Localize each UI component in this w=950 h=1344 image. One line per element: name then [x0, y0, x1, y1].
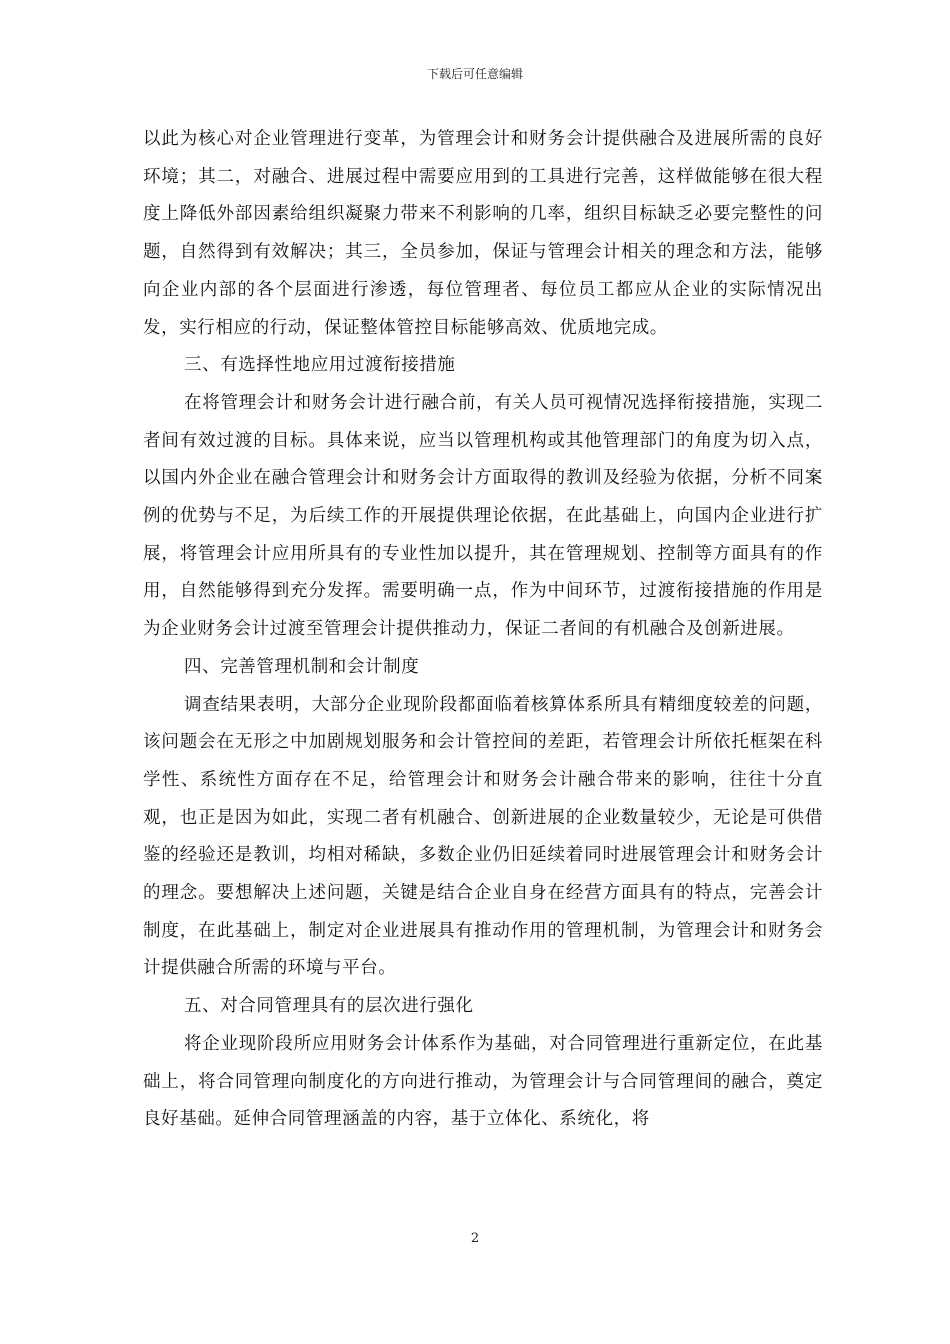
section-heading-5: 五、对合同管理具有的层次进行强化 — [184, 996, 474, 1017]
paragraph-continuation: 以此为核心对企业管理进行变革，为管理会计和财务会计提供融合及进展所需的良好环境；其二，对融合、进展过程中需要应用到的工具进行完善，这样做能够在很大程度上降低外部因素给组织凝聚力带来不利影响的几率，组织目标缺乏必要完整性的问题，自然得到有效解决；其三，全员参加，保证与管理会计相关的理念和方法，能够向企业内部的各个层面进行渗透，每位管理者、每位员工都应从企业的实际情况出发，实行相应的行动，保证整体管控目标能够高效、优质地完成。 — [143, 129, 823, 338]
page-number: 2 — [470, 1231, 480, 1246]
page-header — [0, 66, 950, 82]
document-body — [143, 121, 823, 1139]
section-heading-4: 四、完善管理机制和会计制度 — [184, 656, 420, 677]
section-heading-3: 三、有选择性地应用过渡衔接措施 — [184, 355, 456, 376]
paragraph-section-5: 将企业现阶段所应用财务会计体系作为基础，对合同管理进行重新定位，在此基础上，将合同管理向制度化的方向进行推动，为管理会计与合同管理间的融合，奠定良好基础。延伸合同管理涵盖的内容，基于立体化、系统化，将 — [143, 1033, 823, 1130]
paragraph-section-4: 调查结果表明，大部分企业现阶段都面临着核算体系所具有精细度较差的问题，该问题会在无形之中加剧规划服务和会计管控间的差距，若管理会计所依托框架在科学性、系统性方面存在不足，给管理会计和财务会计融合带来的影响，往往十分直观，也正是因为如此，实现二者有机融合、创新进展的企业数量较少，无论是可供借鉴的经验还是教训，均相对稀缺，多数企业仍旧延续着同时进展管理会计和财务会计的理念。要想解决上述问题，关键是结合企业自身在经营方面具有的特点，完善会计制度，在此基础上，制定对企业进展具有推动作用的管理机制，为管理会计和财务会计提供融合所需的环境与平台。 — [143, 694, 823, 979]
paragraph-section-3: 在将管理会计和财务会计进行融合前，有关人员可视情况选择衔接措施，实现二者间有效过渡的目标。具体来说，应当以管理机构或其他管理部门的角度为切入点，以国内外企业在融合管理会计和财务会计方面取得的教训及经验为依据，分析不同案例的优势与不足，为后续工作的开展提供理论依据，在此基础上，向国内企业进行扩展，将管理会计应用所具有的专业性加以提升，其在管理规划、控制等方面具有的作用，自然能够得到充分发挥。需要明确一点，作为中间环节，过渡衔接措施的作用是为企业财务会计过渡至管理会计提供推动力，保证二者间的有机融合及创新进展。 — [143, 392, 823, 640]
page-footer — [0, 1230, 950, 1248]
header-text: 下载后可任意编辑 — [426, 67, 523, 81]
